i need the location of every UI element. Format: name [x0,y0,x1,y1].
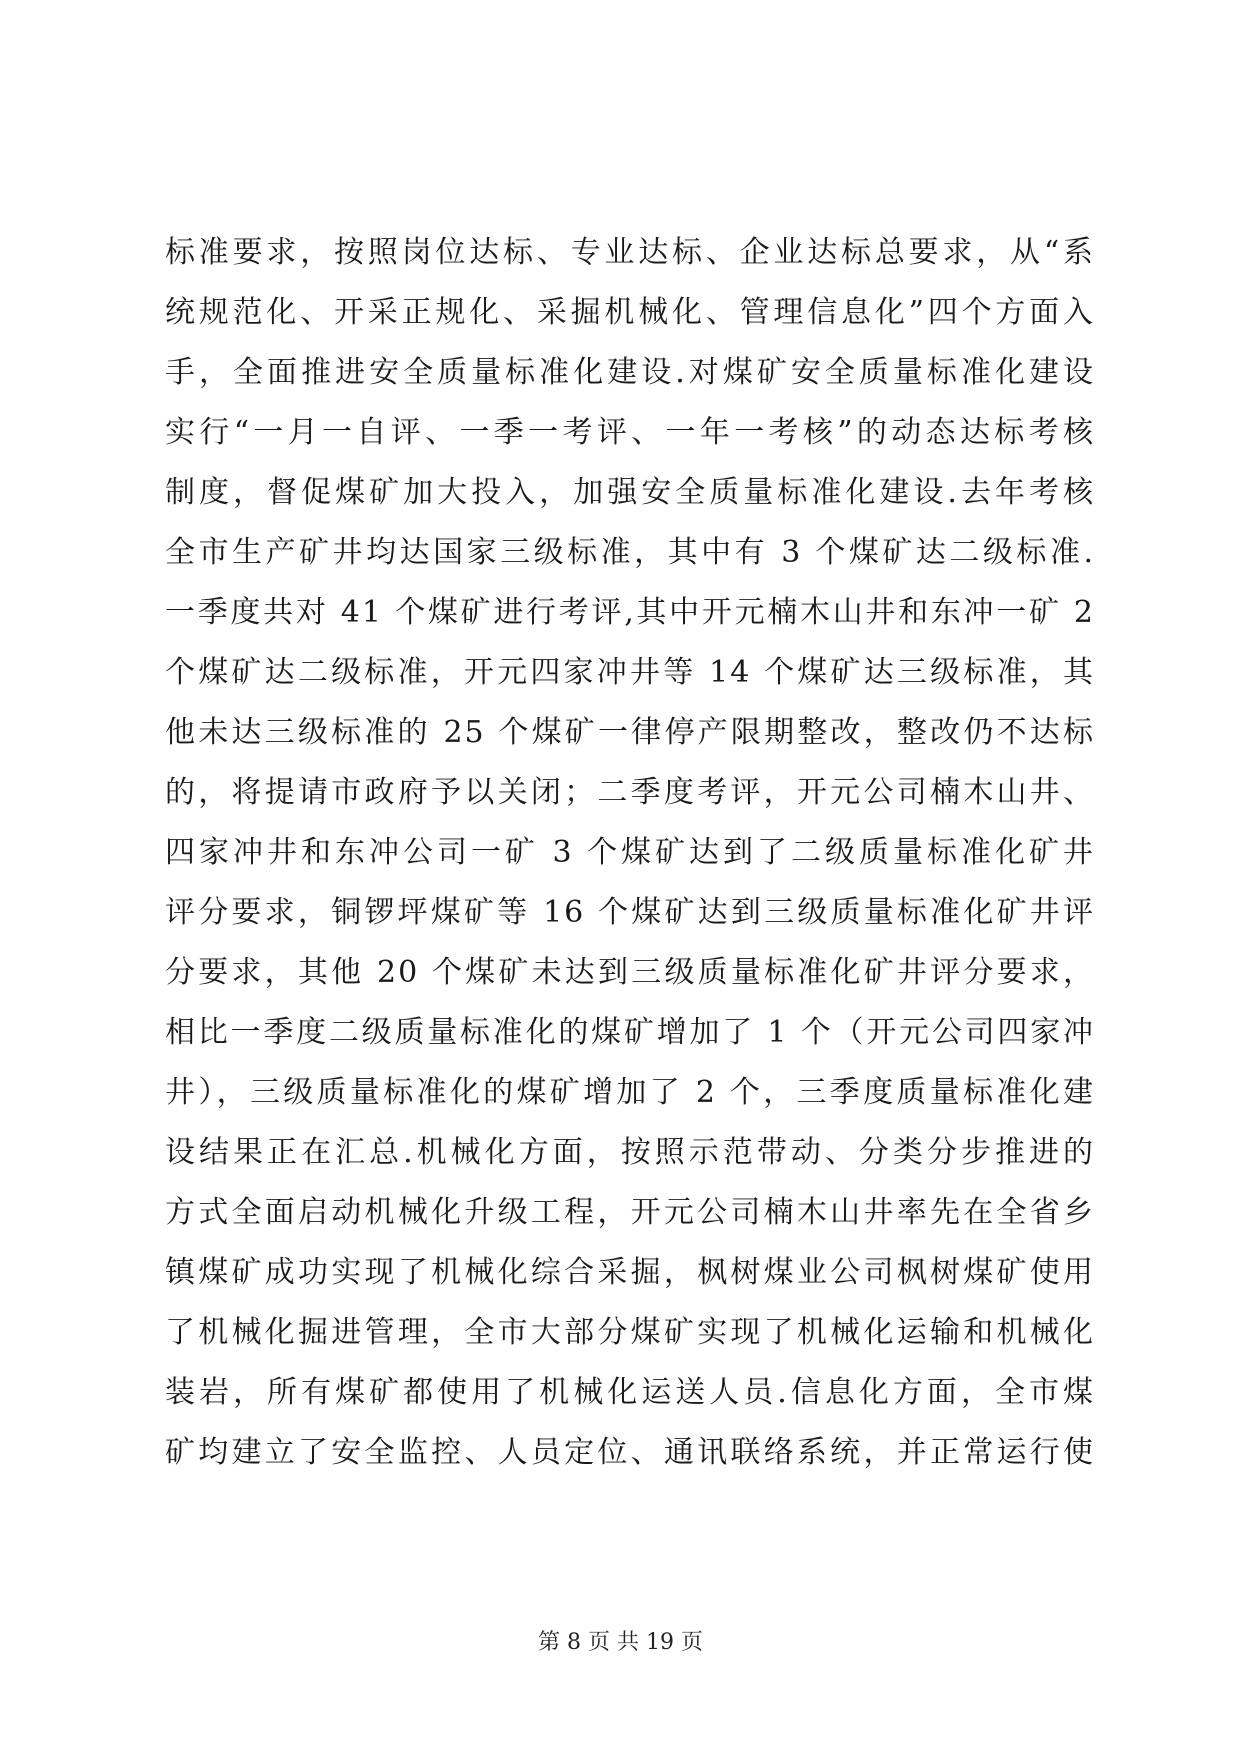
page-number: 第 8 页 共 19 页 [538,1630,703,1655]
text-line: 实行“一月一自评、一季一考评、一年一考核”的动态达标考核 [165,415,1095,450]
text-line: 一季度共对 41 个煤矿进行考评,其中开元楠木山井和东冲一矿 2 [165,595,1095,630]
text-line: 装岩，所有煤矿都使用了机械化运送人员.信息化方面，全市煤 [165,1375,1095,1410]
text-line: 镇煤矿成功实现了机械化综合采掘，枫树煤业公司枫树煤矿使用 [165,1255,1095,1290]
text-line: 方式全面启动机械化升级工程，开元公司楠木山井率先在全省乡 [165,1195,1095,1230]
text-line: 评分要求，铜锣坪煤矿等 16 个煤矿达到三级质量标准化矿井评 [165,895,1095,930]
body-text [165,223,1095,1483]
text-line: 四家冲井和东冲公司一矿 3 个煤矿达到了二级质量标准化矿井 [165,835,1095,870]
text-line: 相比一季度二级质量标准化的煤矿增加了 1 个（开元公司四家冲 [165,1015,1095,1050]
text-line: 设结果正在汇总.机械化方面，按照示范带动、分类分步推进的 [165,1135,1095,1170]
text-line: 标准要求，按照岗位达标、专业达标、企业达标总要求，从“系 [165,235,1095,270]
text-line: 统规范化、开采正规化、采掘机械化、管理信息化”四个方面入 [165,295,1095,330]
text-line: 的，将提请市政府予以关闭；二季度考评，开元公司楠木山井、 [165,775,1095,810]
text-line: 全市生产矿井均达国家三级标准，其中有 3 个煤矿达二级标准. [165,535,1095,570]
text-line: 井），三级质量标准化的煤矿增加了 2 个，三季度质量标准化建 [165,1075,1095,1110]
text-line: 他未达三级标准的 25 个煤矿一律停产限期整改，整改仍不达标 [165,715,1095,750]
text-line: 制度，督促煤矿加大投入，加强安全质量标准化建设.去年考核 [165,475,1095,510]
text-line: 个煤矿达二级标准，开元四家冲井等 14 个煤矿达三级标准，其 [165,655,1095,690]
text-line: 了机械化掘进管理，全市大部分煤矿实现了机械化运输和机械化 [165,1315,1095,1350]
text-line: 手，全面推进安全质量标准化建设.对煤矿安全质量标准化建设 [165,355,1095,390]
text-line: 分要求，其他 20 个煤矿未达到三级质量标准化矿井评分要求， [165,955,1095,990]
text-line: 矿均建立了安全监控、人员定位、通讯联络系统，并正常运行使 [165,1435,1095,1470]
